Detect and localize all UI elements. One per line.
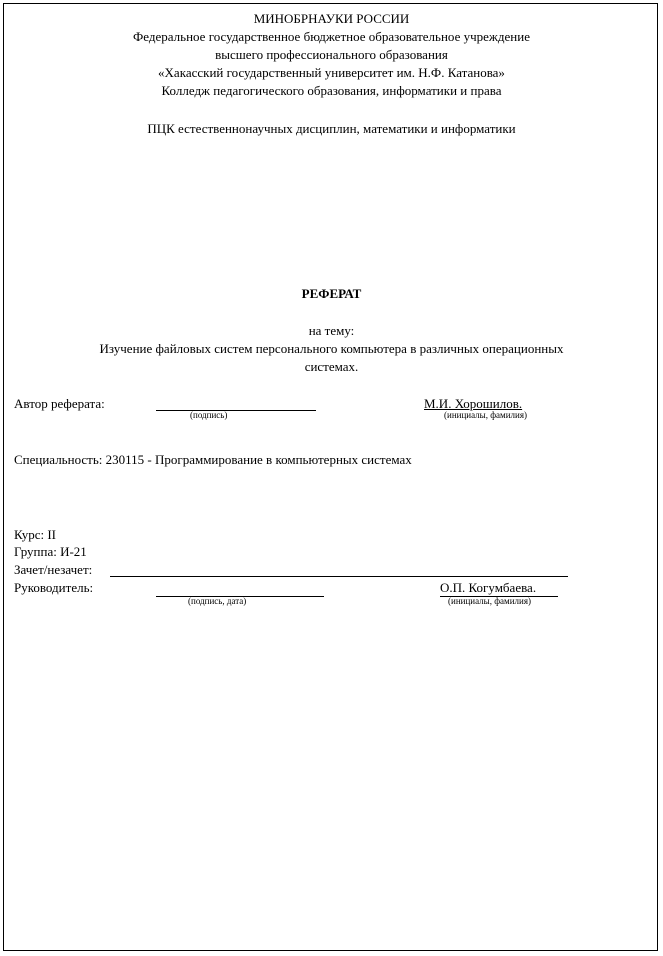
credit-label: Зачет/незачет: <box>14 562 93 577</box>
topic-line-2: системах. <box>304 359 359 374</box>
topic-line-1: Изучение файловых систем персонального компьютера в различных операционных <box>99 341 564 356</box>
department-name: ПЦК естественнонаучных дисциплин, математики и информатики <box>147 121 516 136</box>
specialty-text: Специальность: 230115 - Программирование в компьютерных системах <box>14 452 412 467</box>
author-signature-line <box>156 410 316 411</box>
supervisor-name-caption: (инициалы, фамилия) <box>448 596 531 606</box>
course-text: Курс: II <box>14 527 56 542</box>
ministry-heading: МИНОБРНАУКИ РОССИИ <box>253 11 410 26</box>
supervisor-label: Руководитель: <box>14 580 94 595</box>
topic-label: на тему: <box>308 323 355 338</box>
author-label: Автор реферата: <box>14 396 105 411</box>
institution-line-2: высшего профессионального образования <box>215 47 448 62</box>
author-signature-caption: (подпись) <box>190 410 228 420</box>
author-name-caption: (инициалы, фамилия) <box>444 410 527 420</box>
credit-line <box>110 576 568 577</box>
page-border <box>3 3 658 951</box>
group-text: Группа: И-21 <box>14 544 87 559</box>
supervisor-name: О.П. Когумбаева. <box>440 580 537 595</box>
supervisor-signature-caption: (подпись, дата) <box>188 596 247 606</box>
author-name: М.И. Хорошилов. <box>424 396 523 411</box>
document-type-title: РЕФЕРАТ <box>301 286 362 301</box>
institution-line-1: Федеральное государственное бюджетное образовательное учреждение <box>133 29 530 44</box>
college-name: Колледж педагогического образования, информатики и права <box>161 83 502 98</box>
university-name: «Хакасский государственный университет им. Н.Ф. Катанова» <box>158 65 505 80</box>
